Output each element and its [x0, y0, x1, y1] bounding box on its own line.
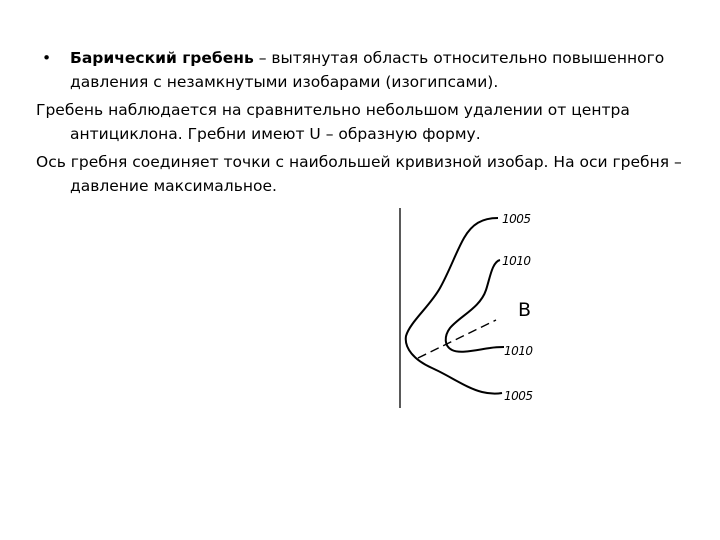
ridge-diagram	[396, 204, 546, 412]
ridge-diagram-svg	[396, 204, 546, 412]
isobar-label-top-inner: 1010	[502, 254, 531, 268]
slide-text	[36, 46, 686, 202]
bullet-point: •	[42, 49, 52, 67]
axis-paragraph: Ось гребня соединяет точки с наибольшей кривизной изобар. На оси гребня – давление максимальное.	[36, 153, 682, 195]
isobar-label-bottom-outer: 1005	[504, 389, 533, 403]
isobar-label-bottom-inner: 1010	[504, 344, 533, 358]
inner-isobar	[446, 260, 504, 352]
high-pressure-label: B	[518, 299, 532, 321]
definition-paragraph	[36, 46, 686, 94]
isobar-label-top-outer: 1005	[502, 212, 531, 226]
term-ridge: Барический гребень	[70, 49, 254, 67]
outer-isobar	[406, 218, 502, 394]
location-paragraph: Гребень наблюдается на сравнительно небольшом удалении от центра антициклона. Гребни имеют U – образную форму.	[36, 101, 630, 143]
definition-text: – вытянутая область относительно повышенного давления с незамкнутыми изобарами (изогипсами).	[70, 49, 665, 91]
